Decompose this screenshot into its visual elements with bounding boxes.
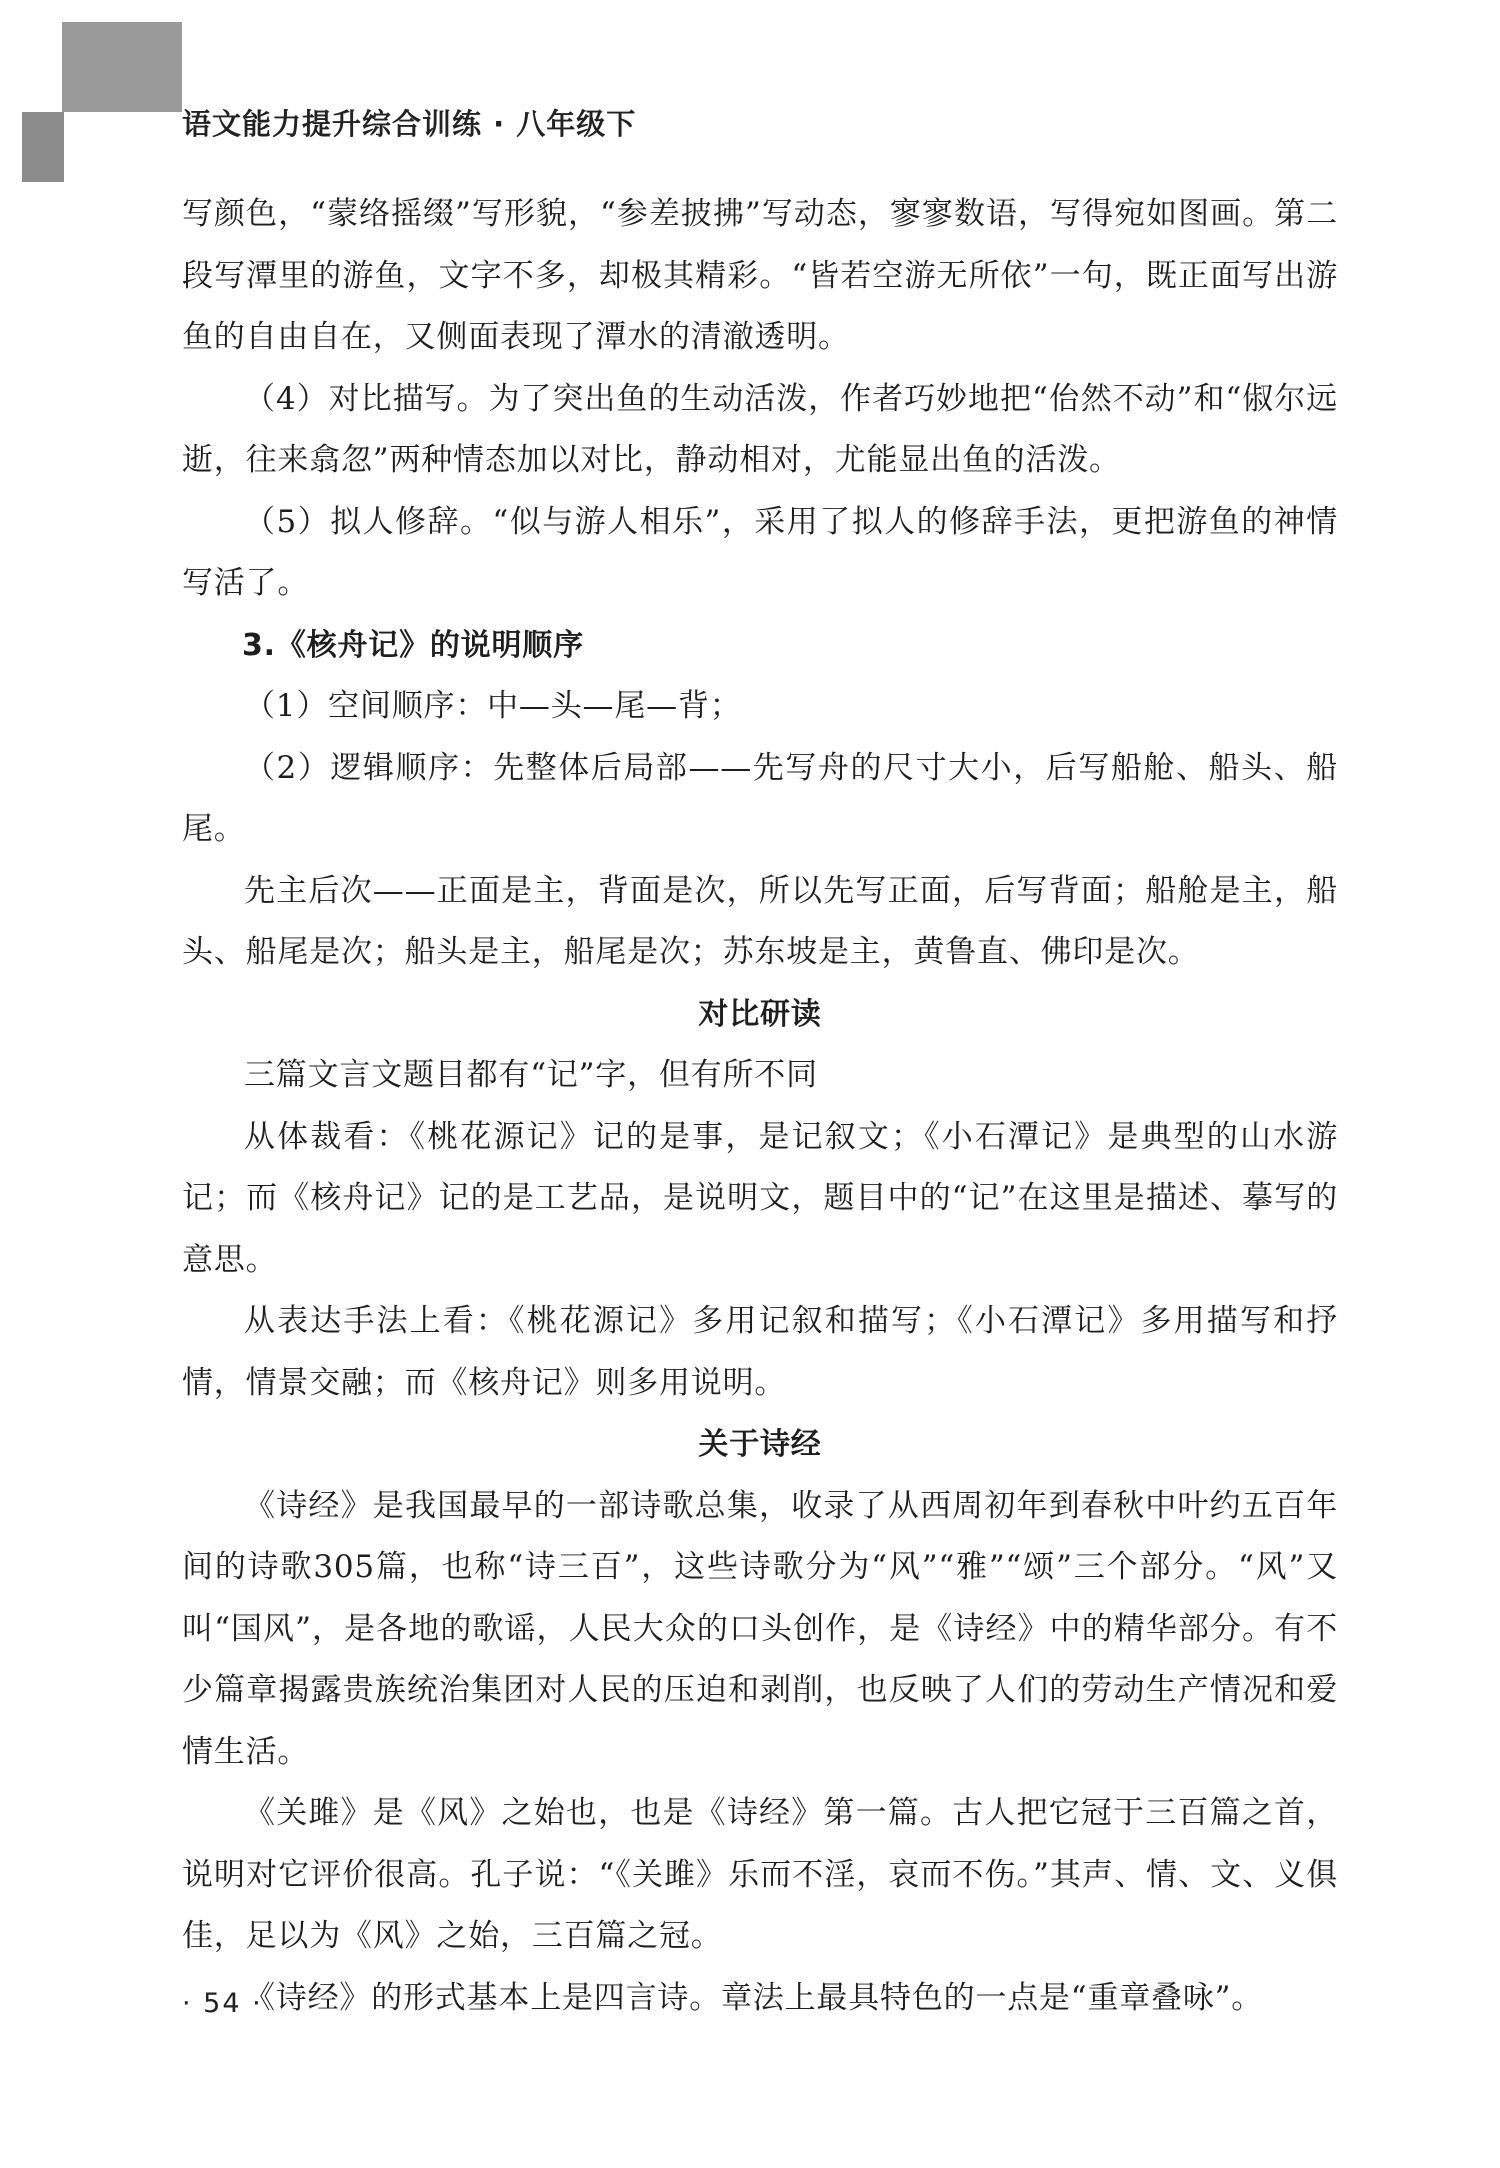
paragraph: （4）对比描写。为了突出鱼的生动活泼，作者巧妙地把“佁然不动”和“俶尔远逝，往来翕忽”两种情态加以对比，静动相对，尤能显出鱼的活泼。	[182, 380, 1338, 478]
paragraph: （5）拟人修辞。“似与游人相乐”，采用了拟人的修辞手法，更把游鱼的神情写活了。	[182, 503, 1338, 601]
page-number: · 54 ·	[182, 1988, 263, 2019]
paragraph: （2）逻辑顺序：先整体后局部——先写舟的尺寸大小，后写船舱、船头、船尾。	[182, 749, 1338, 847]
corner-decoration-block	[62, 22, 182, 112]
corner-decoration-block-small	[22, 112, 64, 182]
paragraph: 从表达手法上看：《桃花源记》多用记叙和描写；《小石潭记》多用描写和抒情，情景交融；而《核舟记》则多用说明。	[182, 1303, 1338, 1401]
section-title: 关于诗经	[698, 1427, 822, 1462]
page-body	[182, 184, 1338, 2029]
paragraph: 先主后次——正面是主，背面是次，所以先写正面，后写背面；船舱是主，船头、船尾是次；船头是主，船尾是次；苏东坡是主，黄鲁直、佛印是次。	[182, 872, 1338, 970]
paragraph: 《关雎》是《风》之始也，也是《诗经》第一篇。古人把它冠于三百篇之首，说明对它评价很高。孔子说：“《关雎》乐而不淫，哀而不伤。”其声、情、文、义俱佳，足以为《风》之始，三百篇之冠。	[182, 1795, 1338, 1954]
paragraph: 写颜色，“蒙络摇缀”写形貌，“参差披拂”写动态，寥寥数语，写得宛如图画。第二段写潭里的游鱼，文字不多，却极其精彩。“皆若空游无所依”一句，既正面写出游鱼的自由自在，又侧面表现了潭水的清澈透明。	[182, 196, 1338, 355]
paragraph: （1）空间顺序：中—头—尾—背；	[244, 688, 742, 724]
section-title: 对比研读	[698, 996, 822, 1032]
paragraph: 从体裁看：《桃花源记》记的是事，是记叙文；《小石潭记》是典型的山水游记；而《核舟记》记的是工艺品，是说明文，题目中的“记”在这里是描述、摹写的意思。	[182, 1118, 1338, 1278]
paragraph: 三篇文言文题目都有“记”字，但有所不同	[244, 1057, 818, 1093]
running-header-title: 语文能力提升综合训练 · 八年级下	[182, 107, 637, 141]
paragraph: 《诗经》的形式基本上是四言诗。章法上最具特色的一点是“重章叠咏”。	[244, 1979, 1264, 2016]
paragraph: 《诗经》是我国最早的一部诗歌总集，收录了从西周初年到春秋中叶约五百年间的诗歌305篇，也称“诗三百”，这些诗歌分为“风”“雅”“颂”三个部分。“风”又叫“国风”，是各地的歌谣，人民大众的口头创作，是《诗经》中的精华部分。有不少篇章揭露贵族统治集团对人民的压迫和剥削，也反映了人们的劳动生产情况和爱情生活。	[182, 1487, 1338, 1770]
section-heading: 3.《核舟记》的说明顺序	[242, 627, 584, 663]
